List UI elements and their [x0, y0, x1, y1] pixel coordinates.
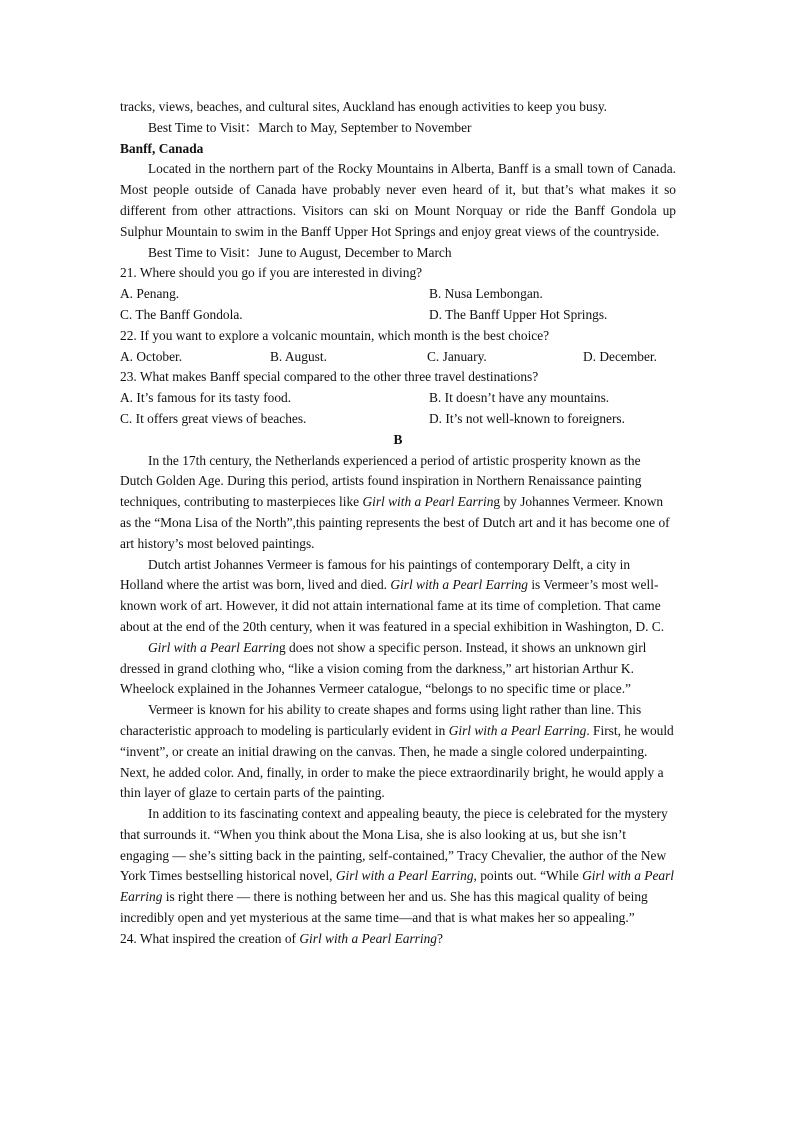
question-22-option-a: A. October. [120, 348, 183, 364]
section-b-label: B [393, 431, 403, 447]
passage-b-paragraph-3: Girl with a Pearl Earring does not show a specific person. Instead, it shows an unknown girl dressed in grand clothing who, “like a vision coming from the darkness,” art historian Arthur K. Wheelock explained in the Johannes Vermeer catalogue, “belongs to no specific time or place.” [120, 639, 647, 697]
question-22-option-c: C. January. [427, 348, 487, 364]
painting-title: Girl with a Pearl Earring [120, 868, 675, 905]
passage-b-paragraph-1: In the 17th century, the Netherlands experienced a period of artistic prosperity known as the Dutch Golden Age. During this period, artists found inspiration in Northern Renaissance painting techniques, contributing to masterpieces like Girl with a Pearl Earring by Johannes Vermeer. Known as the “Mona Lisa of the North”,this painting represents the best of Dutch art and it has become one of art history’s most beloved paintings. [120, 452, 670, 551]
painting-title: Girl with a Pearl Earrin [362, 494, 494, 510]
banff-heading: Banff, Canada [120, 140, 204, 156]
passage-b-paragraph-5: In addition to its fascinating context and appealing beauty, the piece is celebrated for the mystery that surrounds it. “When you think about the Mona Lisa, she is also looking at us, but she isn’t engaging — she’s sitting back in the painting, self-contained,” Tracy Chevalier, the author of the New York Times bestselling historical novel, Girl with a Pearl Earring, points out. “While Girl with a Pearl Earring is right there — there is nothing between her and us. She has this magical quality of being incredibly open and yet mysterious at the same time—and that is what makes her so appealing.” [120, 806, 675, 926]
question-21-option-a: A. Penang. [120, 286, 180, 302]
banff-paragraph: Located in the northern part of the Rocky Mountains in Alberta, Banff is a small town of Canada. Most people outside of Canada have probably never even heard of it, but that’s what makes it so different from other attractions. Visitors can ski on Mount Norquay or ride the Banff Gondola up Sulphur Mountain to swim in the Banff Upper Hot Springs and enjoy great views of the countryside. [120, 161, 676, 239]
painting-title: Girl with a Pearl Earring [448, 722, 587, 738]
question-22-option-b: B. August. [270, 348, 327, 364]
auckland-continuation: tracks, views, beaches, and cultural sites, Auckland has enough activities to keep you busy. [120, 99, 608, 114]
question-23-stem: 23. What makes Banff special compared to the other three travel destinations? [120, 369, 539, 385]
question-22-stem: 22. If you want to explore a volcanic mountain, which month is the best choice? [120, 327, 550, 343]
passage-b-paragraph-4: Vermeer is known for his ability to create shapes and forms using light rather than line. This characteristic approach to modeling is particularly evident in Girl with a Pearl Earring. First, he would “invent”, or create an initial drawing on the canvas. Then, he made a single colored underpainting. Next, he added color. And, finally, in order to make the piece extraordinarily bright, he would apply a thin layer of glaze to certain parts of the painting. [120, 702, 674, 801]
painting-title: Girl with a Pearl Earring [390, 577, 528, 593]
question-23-option-a: A. It’s famous for its tasty food. [120, 390, 292, 406]
painting-title: Girl with a Pearl Earring [299, 930, 437, 946]
question-23-options-row-2 [120, 409, 676, 430]
question-24-stem: 24. What inspired the creation of Girl with a Pearl Earring? [120, 930, 443, 946]
painting-title: Girl with a Pearl Earrin [148, 639, 279, 655]
question-22-options [120, 347, 676, 368]
question-23-options-row-1 [120, 388, 676, 409]
question-21-stem: 21. Where should you go if you are interested in diving? [120, 265, 423, 281]
banff-best-time: Best Time to Visit：June to August, December to March [148, 244, 452, 260]
question-21-options-row-1 [120, 284, 676, 305]
question-21-option-d: D. The Banff Upper Hot Springs. [429, 306, 608, 322]
question-21-options-row-2 [120, 305, 676, 326]
question-21-option-c: C. The Banff Gondola. [120, 306, 243, 322]
novel-title: Girl with a Pearl Earring [335, 868, 474, 884]
question-23-option-b: B. It doesn’t have any mountains. [429, 390, 610, 406]
question-23-option-c: C. It offers great views of beaches. [120, 410, 307, 426]
auckland-best-time: Best Time to Visit：March to May, September to November [148, 119, 472, 135]
question-22-option-d: D. December. [583, 348, 657, 364]
question-23-option-d: D. It’s not well-known to foreigners. [429, 410, 625, 426]
question-21-option-b: B. Nusa Lembongan. [429, 286, 543, 302]
passage-b-paragraph-2: Dutch artist Johannes Vermeer is famous for his paintings of contemporary Delft, a city in Holland where the artist was born, lived and died. Girl with a Pearl Earring is Vermeer’s most well-known work of art. However, it did not attain international fame at its time of completion. That came about at the end of the 20th century, when it was featured in a special exhibition in Washington, D. C. [120, 556, 665, 634]
document-page [120, 97, 676, 950]
